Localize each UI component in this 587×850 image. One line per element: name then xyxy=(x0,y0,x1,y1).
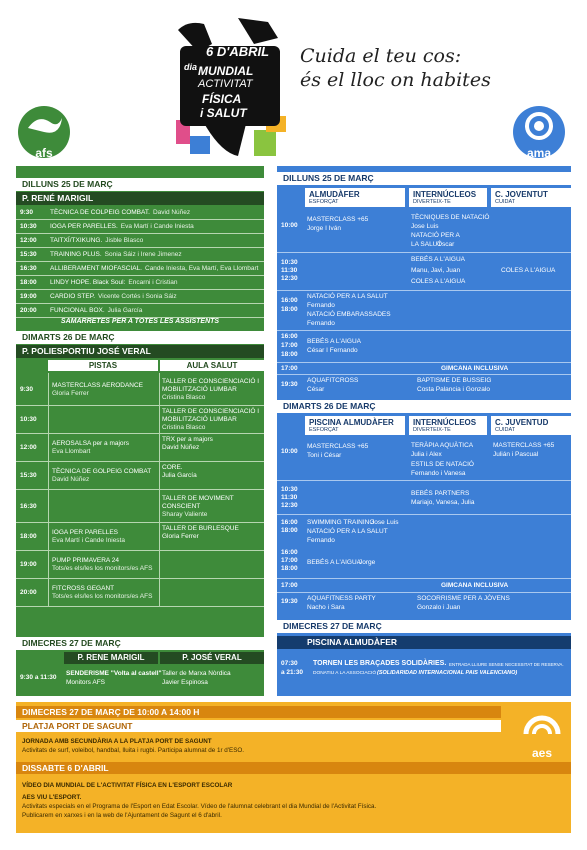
w-b: ENTRADA LLIURE SENSE NECESSITAT DE RESERVA. xyxy=(449,662,564,667)
ama-col-piscina xyxy=(305,416,405,435)
aes-l4: AES VIU L'ESPORT. xyxy=(22,794,82,801)
t1-e: ESTILS DE NATACIÓ xyxy=(411,461,474,468)
afs-monday-instructor: Sonia Sáiz i Irene Jimenez xyxy=(104,251,182,258)
m4-time3: 18:00 xyxy=(281,351,298,358)
ama-col-internucleos-title: INTERNÚCLEOS xyxy=(413,190,477,199)
afs-venue2-header: P. POLIESPORTIU JOSÉ VERAL xyxy=(16,345,264,358)
afs-monday-time: 12:00 xyxy=(20,237,37,244)
afs-monday-instructor: Julia García xyxy=(107,307,143,314)
afs-monday-activity-name: LINDY HOPE. Black Soul: xyxy=(50,279,126,286)
ama-col-internucleos-2-title: INTERNÚCLEOS xyxy=(413,418,477,427)
ama-col-joventut-title: C. JOVENTUT xyxy=(495,190,548,199)
wed-jose-activity: Taller de Marxa Nòrdica xyxy=(162,670,231,677)
m4-b: César I Fernando xyxy=(307,347,358,354)
afs-tuesday-pistas-activity: IOGA PER PARELLES xyxy=(52,529,118,536)
afs-tuesday-pistas-who: Tots/es els/les los monitors/es AFS xyxy=(52,593,153,600)
m3-time1: 16:00 xyxy=(281,297,298,304)
t5-a: AQUAFITNESS PARTY xyxy=(307,595,376,602)
afs-tuesday-pistas-activity: AEROSALSA per a majors xyxy=(52,440,129,447)
t3-d: Fernando xyxy=(307,537,335,544)
t1-h: Julián i Pascual xyxy=(493,451,539,458)
afs-tuesday-time: 12:00 xyxy=(20,444,37,451)
aes-logo-label: aes xyxy=(531,746,553,760)
m3-a: NATACIÓ PER A LA SALUT xyxy=(307,293,388,300)
afs-tuesday-time: 18:00 xyxy=(20,533,37,540)
afs-tuesday-pistas-activity: PUMP PRIMAVERA 24 xyxy=(52,557,119,564)
afs-tuesday-time: 10:30 xyxy=(20,416,37,423)
m6-time: 19:30 xyxy=(281,381,298,388)
afs-tuesday-aula-line2: MOBILITZACIÓ LUMBAR xyxy=(162,416,237,423)
afs-tuesday-aula-line1: TRX per a majors xyxy=(162,436,213,443)
logo-date: 6 D'ABRIL xyxy=(206,44,270,59)
ama-logo xyxy=(513,106,565,158)
m3-d: Fernando xyxy=(307,320,335,327)
t3-c: NATACIÓ PER A LA SALUT xyxy=(307,528,388,535)
dia-mundial-logo xyxy=(168,12,290,160)
t2-time2: 11:30 xyxy=(281,494,298,501)
t2-time1: 10:30 xyxy=(281,486,298,493)
ama-wed-venue: PISCINA ALMUDÀFER xyxy=(277,636,571,649)
logo-activitat: ACTIVITAT xyxy=(198,78,253,90)
afs-monday-row xyxy=(16,290,264,304)
afs-tuesday-aula-line1: CORE. xyxy=(162,464,183,471)
slogan-line-2: és el lloc on habites xyxy=(300,69,491,91)
t3-e: BEBÉS A L'AIGUA xyxy=(307,559,361,566)
afs-monday-activity xyxy=(50,209,190,217)
t2-time3: 12:30 xyxy=(281,502,298,509)
t1-d: Julia i Alex xyxy=(411,451,442,458)
afs-tuesday-aula-line3: Cristina Blasco xyxy=(162,393,206,401)
m2-time1: 10:30 xyxy=(281,259,298,266)
ama-col-piscina-title: PISCINA ALMUDÀFER xyxy=(309,418,394,427)
ama-col-almudafer-title: ALMUDÀFER xyxy=(309,190,360,199)
ama-col-joventut-sub: CUIDAT xyxy=(495,199,516,205)
t4-a: GIMCANA INCLUSIVA xyxy=(441,582,509,589)
w-d: (SOLIDARIDAD INTERNACIONAL PAIS VALENCIANO) xyxy=(377,670,518,676)
aes-l6: Publicarem en xarxes i en la web de l'Ajuntament de Sagunt el 6 d'abril. xyxy=(22,812,222,819)
m1-a: MASTERCLASS +65 xyxy=(307,216,369,223)
aes-l3: VÍDEO DIA MUNDIAL DE L'ACTIVITAT FÍSICA EN L'ESPORT ESCOLAR xyxy=(22,782,233,789)
m1-d: Jose Luis xyxy=(411,223,439,230)
afs-monday-activity-name: TÈCNICA DE COLPEIG COMBAT. xyxy=(50,209,150,216)
afs-day1-header: DILLUNS 25 DE MARÇ xyxy=(16,178,264,191)
afs-monday-instructor: Encarni i Cristian xyxy=(128,279,178,286)
afs-panel xyxy=(16,166,264,696)
m3-time2: 18:00 xyxy=(281,306,298,313)
t3-time1: 16:00 xyxy=(281,519,298,526)
afs-tuesday-row xyxy=(16,523,264,551)
m4-time1: 16:00 xyxy=(281,333,298,340)
afs-monday-activity xyxy=(50,237,143,245)
afs-tuesday-row xyxy=(16,373,264,406)
m2-time3: 12:30 xyxy=(281,275,298,282)
afs-tuesday-aula-line2: MOBILITZACIÓ LUMBAR xyxy=(162,385,237,393)
afs-monday-row xyxy=(16,206,264,220)
afs-logo xyxy=(18,106,70,158)
afs-monday-time: 10:30 xyxy=(20,223,37,230)
logo-dia: dia xyxy=(184,62,198,72)
afs-wave-icon xyxy=(18,106,70,146)
m5-time: 17:00 xyxy=(281,365,298,372)
t3-f: Jorge xyxy=(359,559,376,566)
col-pistas: PISTAS xyxy=(48,360,158,371)
afs-tuesday-row xyxy=(16,434,264,462)
afs-tuesday-pistas-who: Eva Llombart xyxy=(52,448,91,455)
t2-b: Mariajo, Vanesa, Julia xyxy=(411,499,475,506)
m1-b: Jorge I Iván xyxy=(307,225,341,232)
afs-monday-row xyxy=(16,276,264,290)
ama-col-internucleos-2 xyxy=(409,416,487,435)
afs-tuesday-pistas-who: Gloria Ferrer xyxy=(52,389,89,397)
m1-f: LA SALUT xyxy=(411,241,442,248)
ama-day2-header: DIMARTS 26 DE MARÇ xyxy=(277,400,571,413)
afs-tuesday-aula-line2: Julia García xyxy=(162,472,197,479)
logo-fisica: FÍSICA xyxy=(202,92,242,106)
aes-logo xyxy=(516,706,568,758)
afs-tuesday-aula-line1: TALLER DE CONSCIENCIACIÓ I xyxy=(162,408,260,415)
aes-arc-icon xyxy=(516,706,568,746)
t5-c: SOCORRISME PER A JÒVENS xyxy=(417,595,510,602)
ama-panel xyxy=(277,166,571,696)
m6-a: AQUAFITCROSS xyxy=(307,377,359,384)
afs-monday-row xyxy=(16,220,264,234)
afs-monday-activity xyxy=(50,251,182,259)
col-rene: P. RENE MARIGIL xyxy=(64,652,158,664)
ama-col-joventut xyxy=(491,188,571,207)
afs-tuesday-aula-line2: CONSCIENT xyxy=(162,502,201,510)
aes-l2: Activitats de surf, voleibol, handbal, lluita i rugbi. Participa alumnat de 1r d'ESO. xyxy=(22,747,245,754)
afs-tuesday-pistas-who: Eva Martí i Cande Iniesta xyxy=(52,537,125,544)
t5-time: 19:30 xyxy=(281,598,298,605)
afs-monday-time: 20:00 xyxy=(20,307,37,314)
afs-tuesday-aula-line2: Gloria Ferrer xyxy=(162,533,199,540)
afs-tuesday-time: 20:00 xyxy=(20,589,37,596)
afs-monday-instructor: Eva Martí i Cande Iniesta xyxy=(120,223,194,230)
m1-e: NATACIÓ PER A xyxy=(411,232,460,239)
slogan xyxy=(300,44,570,92)
afs-monday-activity-name: FUNCIONAL BOX. xyxy=(50,307,105,314)
wed-time: 9:30 a 11:30 xyxy=(20,674,57,681)
ama-col-internucleos-sub: DIVERTEIX-TE xyxy=(413,199,451,205)
t2-a: BEBÉS PARTNERS xyxy=(411,490,470,497)
afs-monday-activity-name: CARDIO STEP. xyxy=(50,293,96,300)
afs-tuesday-time: 19:00 xyxy=(20,561,37,568)
ama-col-almudafer-sub: ESFORÇAT xyxy=(309,199,339,205)
aes-day2-header: DISSABTE 6 D'ABRIL xyxy=(16,762,571,774)
afs-venue1-header: P. RENÉ MARIGIL xyxy=(16,192,264,205)
afs-monday-row xyxy=(16,248,264,262)
t1-time: 10:00 xyxy=(281,448,298,455)
afs-monday-activity xyxy=(50,279,178,287)
afs-day3-header: DIMECRES 27 DE MARÇ xyxy=(16,637,264,650)
wed-rene-who: Monitors AFS xyxy=(66,679,106,686)
afs-tuesday-pistas-activity: TÈCNICA DE GOLPEIG COMBAT xyxy=(52,468,152,475)
afs-monday-row xyxy=(16,234,264,248)
t3-b: Jose Luis xyxy=(371,519,399,526)
t1-c: TERÀPIA AQUÀTICA xyxy=(411,442,474,449)
logo-mundial: MUNDIAL xyxy=(198,64,254,78)
aes-venue: PLATJA PORT DE SAGUNT xyxy=(16,720,501,732)
ama-logo-label: ama xyxy=(526,146,552,160)
wed-rene-activity: SENDERISME "Volta al castell" xyxy=(66,670,162,677)
m2-c: COLES A L'AIGUA xyxy=(411,278,466,285)
afs-monday-activity-name: TAITXÍ/TXIKUNG. xyxy=(50,237,103,244)
afs-tuesday-row xyxy=(16,406,264,434)
m6-d: Costa Palancia i Gonzalo xyxy=(417,386,490,393)
afs-tuesday-aula-line1: TALLER DE MOVIMENT xyxy=(162,494,234,502)
t3-time4: 17:00 xyxy=(281,557,298,564)
m4-time2: 17:00 xyxy=(281,342,298,349)
afs-monday-instructor: Jisble Blasco xyxy=(105,237,144,244)
ama-col-almudafer xyxy=(305,188,405,207)
afs-tuesday-aula-line1: TALLER DE CONSCIENCIACIÓ I xyxy=(162,377,260,385)
afs-monday-activity xyxy=(50,293,177,301)
aes-day1-header: DIMECRES 27 DE MARÇ DE 10:00 A 14:00 H xyxy=(16,706,501,718)
afs-tuesday-pistas-activity: MASTERCLASS AERODANCE xyxy=(52,381,144,389)
ama-col-juventud-title: C. JUVENTUD xyxy=(495,418,549,427)
afs-monday-activity xyxy=(50,307,142,315)
afs-tuesday-time: 15:30 xyxy=(20,472,37,479)
afs-monday-row xyxy=(16,304,264,318)
slogan-line-1: Cuida el teu cos: xyxy=(300,45,462,67)
afs-monday-time: 15:30 xyxy=(20,251,37,258)
afs-tuesday-aula-line1: TALLER DE BURLESQUE xyxy=(162,525,239,532)
afs-monday-activity-name: IOGA PER PARELLES. xyxy=(50,223,118,230)
aes-l1: JORNADA AMB SECUNDÀRIA A LA PLATJA PORT DE SAGUNT xyxy=(22,738,212,745)
m3-b: Fernando xyxy=(307,302,335,309)
ama-col-piscina-sub: ESFORÇAT xyxy=(309,427,339,433)
ama-day3-header: DIMECRES 27 DE MARÇ xyxy=(277,620,571,633)
t5-b: Nacho i Sara xyxy=(307,604,345,611)
w-a: TORNEN LES BRAÇADES SOLIDÀRIES. xyxy=(313,660,447,667)
m6-b: César xyxy=(307,386,325,393)
afs-note: SAMARRETES PER A TOTES LES ASSISTENTS xyxy=(60,318,220,325)
afs-monday-instructor: Vicente Cortés i Sonia Sáiz xyxy=(98,293,177,300)
m4-a: BEBÉS A L'AIGUA xyxy=(307,338,361,345)
t3-time2: 18:00 xyxy=(281,527,298,534)
aes-panel xyxy=(16,702,571,833)
w-time1: 07:30 xyxy=(281,660,298,667)
col-jose: P. JOSÉ VERAL xyxy=(160,652,264,664)
t1-a: MASTERCLASS +65 xyxy=(307,443,369,450)
w-c: DONATIU A LA ASSOCIACIÓ xyxy=(313,671,377,676)
ama-swirl-icon xyxy=(513,106,565,146)
afs-monday-time: 19:00 xyxy=(20,293,37,300)
afs-monday-activity-name: ALLIBERAMENT MIOFASCIAL. xyxy=(50,265,142,272)
afs-tuesday-pistas-who: Tots/es els/les los monitors/es AFS xyxy=(52,565,153,572)
afs-tuesday-pistas-who: David Núñez xyxy=(52,476,90,483)
t1-b: Toni i César xyxy=(307,452,342,459)
wed-jose-who: Javier Espinosa xyxy=(162,679,208,686)
afs-tuesday-pistas-activity: FITCROSS GEGANT xyxy=(52,585,115,592)
afs-monday-instructor: David Núñez xyxy=(152,209,191,216)
ama-col-internucleos-2-sub: DIVERTEIX-TE xyxy=(413,427,451,433)
afs-monday-instructor: Cande Iniesta, Eva Martí, Eva Llombart xyxy=(145,265,259,272)
m6-c: BAPTISME DE BUSSEIG xyxy=(417,377,492,384)
afs-monday-time: 18:00 xyxy=(20,279,37,286)
m2-a: BEBÉS A L'AIGUA xyxy=(411,256,465,263)
m3-c: NATACIÓ EMBARASSADES xyxy=(307,311,391,318)
t3-a: SWIMMING TRAINING xyxy=(307,519,375,526)
t1-g: MASTERCLASS +65 xyxy=(493,442,555,449)
afs-day2-header: DIMARTS 26 DE MARÇ xyxy=(16,331,264,344)
ama-day1-header: DILLUNS 25 DE MARÇ xyxy=(277,172,571,185)
ama-col-juventud xyxy=(491,416,571,435)
m2-b: Manu, Javi, Juan xyxy=(411,267,461,274)
w-time2: a 21:30 xyxy=(281,669,304,676)
afs-monday-activity xyxy=(50,265,258,273)
t1-f: Fernando i Vanesa xyxy=(411,470,466,477)
logo-salut: i SALUT xyxy=(200,106,247,120)
afs-monday-row xyxy=(16,262,264,276)
m2-time2: 11:30 xyxy=(281,267,298,274)
afs-tuesday-aula-line2: David Núñez xyxy=(162,444,200,451)
afs-tuesday-aula-line3: Cristina Blasco xyxy=(162,424,206,431)
afs-tuesday-aula-line3: Sharay Valiente xyxy=(162,510,208,518)
m2-d: COLES A L'AIGUA xyxy=(501,267,556,274)
afs-monday-activity xyxy=(50,223,194,231)
m1-time: 10:00 xyxy=(281,222,298,229)
ama-col-juventud-sub: CUIDAT xyxy=(495,427,516,433)
afs-logo-label: afs xyxy=(35,146,53,160)
afs-tuesday-row xyxy=(16,579,264,607)
afs-tuesday-time: 9:30 xyxy=(20,385,34,393)
afs-tuesday-row xyxy=(16,490,264,523)
aes-l5: Activitats especials en el Programa de l'Esport en Edat Escolar. Vídeo de l'alumnat celebrant el dia Mundial de l'Activitat Física. xyxy=(22,803,377,810)
afs-tuesday-time: 16:30 xyxy=(20,502,37,510)
m1-c: TÈCNIQUES DE NATACIÓ xyxy=(411,214,490,221)
afs-monday-activity-name: TRAINING PLUS. xyxy=(50,251,102,258)
afs-monday-time: 9:30 xyxy=(20,209,34,216)
col-aula-salut: AULA SALUT xyxy=(160,360,264,371)
t3-time3: 16:00 xyxy=(281,549,298,556)
t5-d: Gonzalo i Juan xyxy=(417,604,461,611)
m1-g: Óscar xyxy=(437,241,455,248)
ama-col-internucleos xyxy=(409,188,487,207)
t3-time5: 18:00 xyxy=(281,565,298,572)
m5-a: GIMCANA INCLUSIVA xyxy=(441,365,509,372)
afs-monday-time: 16:30 xyxy=(20,265,37,272)
afs-tuesday-row xyxy=(16,551,264,579)
afs-tuesday-row xyxy=(16,462,264,490)
t4-time: 17:00 xyxy=(281,582,298,589)
